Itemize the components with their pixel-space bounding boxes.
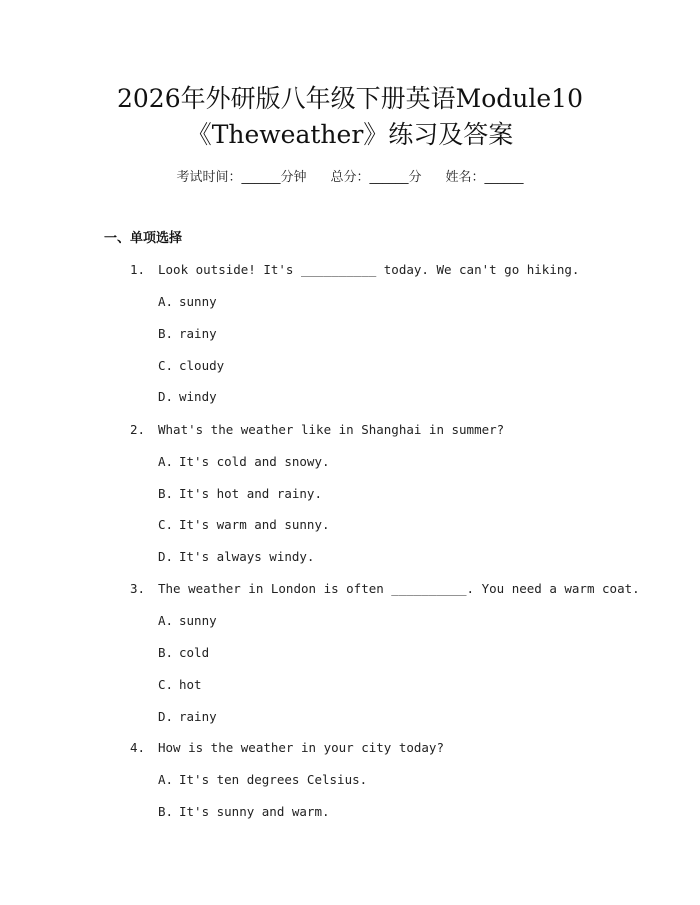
option-text: sunny [179, 294, 217, 309]
student-name-blank: ______ [484, 170, 524, 185]
option-letter: C. [158, 677, 174, 692]
option-letter: C. [158, 517, 174, 532]
exam-info-line [0, 168, 700, 188]
option-letter: D. [158, 549, 174, 564]
option-text: It's hot and rainy. [179, 486, 322, 501]
option-text: sunny [179, 613, 217, 628]
option-letter: C. [158, 358, 174, 373]
option-letter: B. [158, 486, 174, 501]
option-letter: D. [158, 389, 174, 404]
option-letter: A. [158, 454, 174, 469]
option-text: rainy [179, 326, 217, 341]
question-text: How is the weather in your city today? [158, 740, 444, 755]
student-name-label: 姓名： [445, 170, 485, 185]
option-text: It's cold and snowy. [179, 454, 330, 469]
exam-time-unit: 分钟 [280, 170, 307, 185]
question-number: 2. [130, 422, 146, 437]
total-score-unit: 分 [408, 170, 422, 185]
option-letter: A. [158, 772, 174, 787]
question-number: 1. [130, 262, 146, 277]
option-text: windy [179, 389, 217, 404]
option-text: hot [179, 677, 202, 692]
question-text: Look outside! It's __________ today. We can't go hiking. [158, 262, 580, 277]
question-text: The weather in London is often __________. You need a warm coat. [158, 581, 640, 596]
option-text: It's sunny and warm. [179, 804, 330, 819]
option-text: It's warm and sunny. [179, 517, 330, 532]
exam-time-blank: ______ [241, 170, 281, 185]
document-title-line-1: 2026年外研版八年级下册英语Module10 [117, 84, 583, 113]
document-title-line-2: 《Theweather》练习及答案 [186, 120, 514, 149]
question-number: 3. [130, 581, 146, 596]
option-text: cold [179, 645, 210, 660]
total-score-label: 总分： [330, 170, 370, 185]
option-letter: B. [158, 804, 174, 819]
option-letter: D. [158, 709, 174, 724]
option-letter: A. [158, 294, 174, 309]
option-letter: B. [158, 326, 174, 341]
option-text: cloudy [179, 358, 225, 373]
total-score-blank: ______ [369, 170, 409, 185]
question-text: What's the weather like in Shanghai in summer? [158, 422, 505, 437]
option-text: It's ten degrees Celsius. [179, 772, 368, 787]
exam-time-label: 考试时间： [176, 170, 242, 185]
option-letter: A. [158, 613, 174, 628]
question-number: 4. [130, 740, 146, 755]
option-text: It's always windy. [179, 549, 315, 564]
section-heading: 一、单项选择 [104, 231, 183, 246]
option-text: rainy [179, 709, 217, 724]
option-letter: B. [158, 645, 174, 660]
